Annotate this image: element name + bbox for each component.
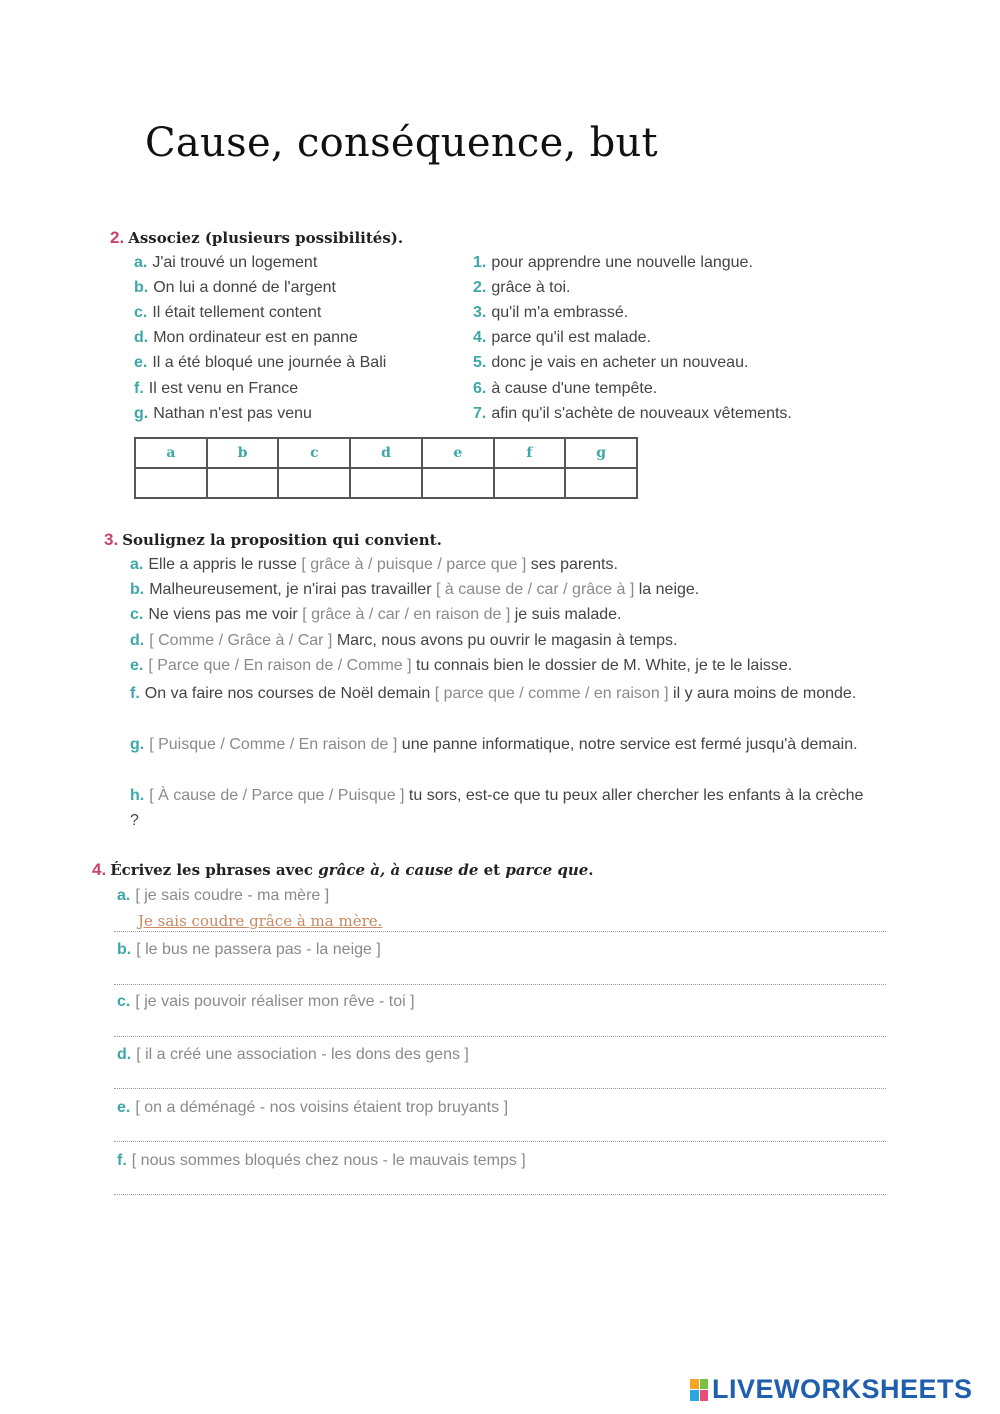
- answer-grid-header: c: [278, 438, 350, 468]
- list-item: 6. à cause d'une tempête.: [473, 380, 658, 397]
- list-item: 7. afin qu'il s'achète de nouveaux vêtements.: [473, 405, 792, 422]
- logo-mark-icon: [690, 1379, 708, 1401]
- answer-cell-a[interactable]: [135, 468, 207, 498]
- choice-options[interactable]: [ À cause de / Parce que / Puisque ]: [149, 787, 405, 804]
- answer-grid-input-row: [135, 468, 637, 498]
- answer-grid-header: e: [422, 438, 494, 468]
- list-item: d. [ Comme / Grâce à / Car ] Marc, nous avons pu ouvrir le magasin à temps.: [130, 632, 678, 649]
- answer-grid-header: g: [565, 438, 637, 468]
- list-item: f. [ nous sommes bloqués chez nous - le mauvais temps ]: [117, 1152, 526, 1169]
- answer-cell-f[interactable]: [494, 468, 566, 498]
- choice-options[interactable]: [ Puisque / Comme / En raison de ]: [149, 736, 398, 753]
- liveworksheets-logo: [690, 1374, 973, 1405]
- answer-line[interactable]: [114, 1088, 886, 1089]
- list-item: c. Ne viens pas me voir [ grâce à / car / en raison de ] je suis malade.: [130, 606, 622, 623]
- exercise-number: 3.: [104, 530, 119, 549]
- page-title: Cause, conséquence, but: [145, 120, 658, 166]
- list-item: a. [ je sais coudre - ma mère ]: [117, 887, 330, 904]
- answer-line[interactable]: [114, 931, 886, 932]
- list-item: 1. pour apprendre une nouvelle langue.: [473, 254, 753, 271]
- exercise-4-heading: 4. Écrivez les phrases avec grâce à, à cause de et parce que.: [92, 860, 594, 879]
- answer-grid-header: f: [494, 438, 566, 468]
- list-item: 3. qu'il m'a embrassé.: [473, 304, 629, 321]
- logo-text: LIVEWORKSHEETS: [712, 1374, 973, 1404]
- list-item: d. Mon ordinateur est en panne: [134, 329, 358, 346]
- choice-options[interactable]: [ grâce à / puisque / parce que ]: [301, 556, 527, 573]
- list-item: 2. grâce à toi.: [473, 279, 571, 296]
- answer-cell-g[interactable]: [565, 468, 637, 498]
- answer-line[interactable]: [114, 984, 886, 985]
- answer-cell-c[interactable]: [278, 468, 350, 498]
- answer-grid-header: d: [350, 438, 422, 468]
- answer-grid: [134, 437, 638, 499]
- exercise-number: 4.: [92, 860, 107, 879]
- choice-options[interactable]: [ Parce que / En raison de / Comme ]: [148, 657, 412, 674]
- example-answer: Je sais coudre grâce à ma mère.: [138, 912, 383, 930]
- choice-options[interactable]: [ à cause de / car / grâce à ]: [435, 581, 635, 598]
- answer-grid-header-row: [135, 438, 637, 468]
- list-item: f. On va faire nos courses de Noël demain [ parce que / comme / en raison ] il y aura moins de monde.: [130, 685, 857, 702]
- answer-line[interactable]: [114, 1141, 886, 1142]
- answer-cell-d[interactable]: [350, 468, 422, 498]
- choice-options[interactable]: [ parce que / comme / en raison ]: [434, 685, 669, 702]
- list-item: a. J'ai trouvé un logement: [134, 254, 318, 271]
- list-item: a. Elle a appris le russe [ grâce à / puisque / parce que ] ses parents.: [130, 556, 618, 573]
- list-item: e. Il a été bloqué une journée à Bali: [134, 354, 387, 371]
- choice-options[interactable]: [ grâce à / car / en raison de ]: [302, 606, 511, 623]
- answer-grid-header: b: [207, 438, 279, 468]
- list-item: e. [ on a déménagé - nos voisins étaient trop bruyants ]: [117, 1099, 509, 1116]
- list-item: f. Il est venu en France: [134, 380, 299, 397]
- answer-cell-e[interactable]: [422, 468, 494, 498]
- list-item: g. Nathan n'est pas venu: [134, 405, 312, 422]
- exercise-instruction: Associez (plusieurs possibilités).: [128, 229, 404, 247]
- answer-cell-b[interactable]: [207, 468, 279, 498]
- list-item: c. Il était tellement content: [134, 304, 322, 321]
- exercise-number: 2.: [110, 228, 125, 247]
- list-item: b. Malheureusement, je n'irai pas travailler [ à cause de / car / grâce à ] la neige.: [130, 581, 700, 598]
- list-item: 4. parce qu'il est malade.: [473, 329, 651, 346]
- choice-options[interactable]: [ Comme / Grâce à / Car ]: [149, 632, 333, 649]
- list-item: 5. donc je vais en acheter un nouveau.: [473, 354, 749, 371]
- list-item: e. [ Parce que / En raison de / Comme ] tu connais bien le dossier de M. White, je te le laisse.: [130, 657, 793, 674]
- answer-line[interactable]: [114, 1036, 886, 1037]
- list-item: d. [ il a créé une association - les dons des gens ]: [117, 1046, 469, 1063]
- list-item: h. [ À cause de / Parce que / Puisque ] tu sors, est-ce que tu peux aller chercher les enfants à la crèche ?: [130, 787, 864, 829]
- exercise-3-heading: [104, 530, 442, 550]
- exercise-2-heading: [110, 228, 403, 248]
- list-item: c. [ je vais pouvoir réaliser mon rêve - toi ]: [117, 993, 415, 1010]
- list-item: b. On lui a donné de l'argent: [134, 279, 336, 296]
- list-item: g. [ Puisque / Comme / En raison de ] une panne informatique, notre service est fermé jusqu'à demain.: [130, 736, 858, 753]
- answer-line[interactable]: [114, 1194, 886, 1195]
- list-item: b. [ le bus ne passera pas - la neige ]: [117, 941, 381, 958]
- answer-grid-header: a: [135, 438, 207, 468]
- exercise-instruction: Soulignez la proposition qui convient.: [122, 531, 442, 549]
